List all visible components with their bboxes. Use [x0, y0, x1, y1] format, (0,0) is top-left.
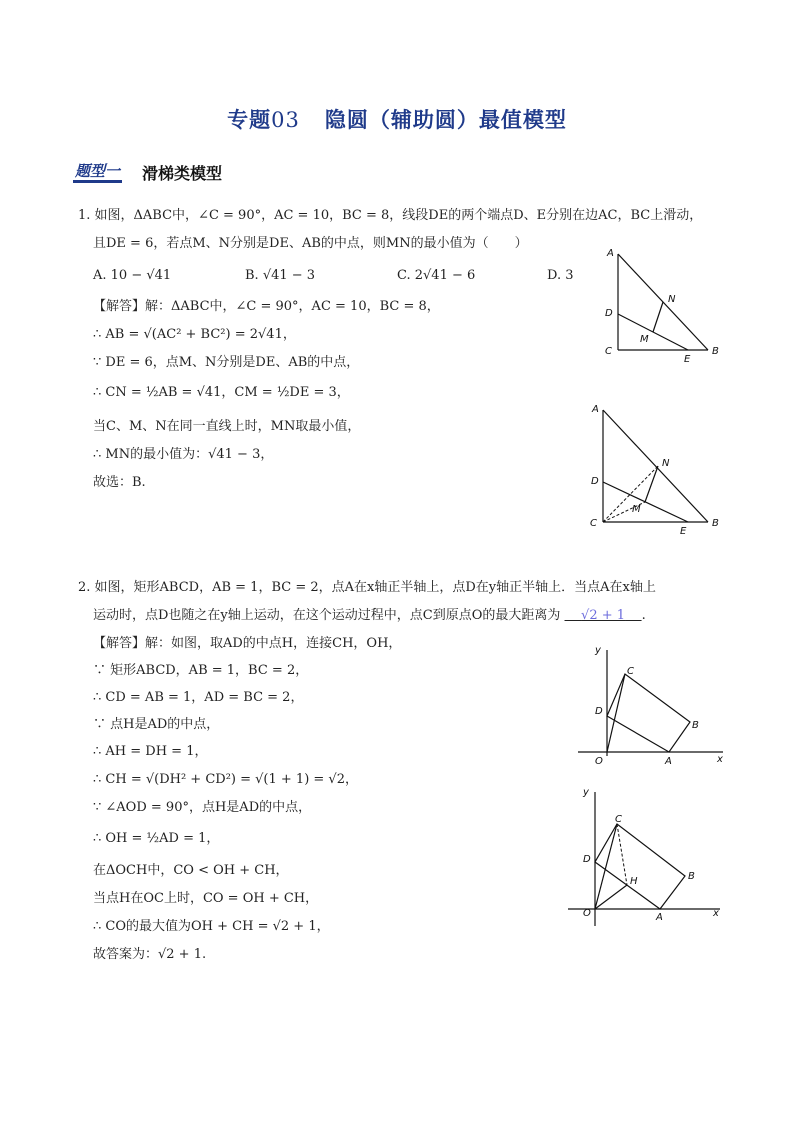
fig-label: C	[627, 666, 634, 677]
fig-label: C	[605, 346, 612, 357]
q2-solution-line: ∵ 点H是AD的中点，	[93, 717, 220, 732]
q2-solution-line: ∴ CH = √(DH² + CD²) = √(1 + 1) = √2，	[93, 772, 358, 787]
q2-figure-2	[565, 784, 735, 932]
fig-label: O	[595, 756, 603, 767]
fig-label: D	[583, 854, 591, 865]
fig-label: H	[630, 876, 638, 887]
fig-label: B	[712, 346, 719, 357]
q2-answer	[565, 608, 642, 623]
fig-label: M	[640, 334, 649, 345]
fig-label: A	[592, 404, 599, 415]
fig-label: E	[684, 354, 691, 365]
q1-figure-2	[588, 400, 728, 540]
fig-label: B	[688, 871, 695, 882]
q2-solution-line: ∴ CO的最大值为OH + CH = √2 + 1，	[93, 919, 330, 934]
fig-label: B	[692, 720, 699, 731]
q2-line-1: 2. 如图，矩形ABCD，AB = 1，BC = 2，点A在x轴正半轴上，点D在y轴正半轴上．当点A在x轴上	[78, 580, 656, 595]
q1-option-a: A. 10 − √41	[93, 268, 172, 283]
q1-solution-line: 【解答】解：ΔABC中，∠C = 90°，AC = 10，BC = 8，	[93, 299, 440, 314]
fig-label: D	[605, 308, 613, 319]
q2-solution-line: ∵ ∠AOD = 90°，点H是AD的中点，	[93, 800, 312, 815]
q1-line-1: 1. 如图，ΔABC中，∠C = 90°，AC = 10，BC = 8，线段DE的两个端点D、E分别在边AC，BC上滑动，	[78, 208, 703, 223]
fig-label: N	[662, 458, 670, 469]
section-tag: 题型一	[73, 162, 122, 183]
q2-answer-value: √2 + 1	[581, 608, 626, 623]
fig-label: A	[607, 248, 614, 259]
fig-label: B	[712, 518, 719, 529]
title-prefix: 专题	[227, 107, 272, 132]
fig-label: A	[656, 912, 663, 923]
fig-label: C	[615, 814, 622, 825]
q1-option-d: D. 3	[547, 268, 574, 283]
q2-figure-1	[575, 640, 735, 775]
fig-label: O	[583, 908, 591, 919]
q1-solution-line: ∴ AB = √(AC² + BC²) = 2√41，	[93, 327, 296, 342]
q2-solution-line: 在ΔOCH中，CO < OH + CH，	[93, 863, 289, 878]
q1-figure-1	[600, 244, 730, 368]
fig-label: x	[713, 908, 719, 919]
q1-option-c: C. 2√41 − 6	[397, 268, 476, 283]
fig-label: D	[595, 706, 603, 717]
q2-solution-line: ∴ CD = AB = 1，AD = BC = 2，	[93, 690, 304, 705]
q1-solution-line: ∴ MN的最小值为：√41 − 3，	[93, 447, 274, 462]
section-header	[73, 160, 222, 184]
q2-line-2: 运动时，点D也随之在y轴上运动，在这个运动过程中，点C到原点O的最大距离为 √2 + 1 .	[93, 608, 646, 623]
title-number: 03	[271, 108, 300, 132]
q2-solution-line: ∴ OH = ½AD = 1，	[93, 831, 220, 846]
q1-solution-line: ∴ CN = ½AB = √41，CM = ½DE = 3，	[93, 385, 350, 400]
fig-label: E	[680, 526, 687, 537]
fig-label: M	[632, 504, 641, 515]
fig-label: y	[595, 645, 601, 656]
title-text: 隐圆（辅助圆）最值模型	[324, 107, 567, 132]
q1-solution-line: 故选：B.	[93, 475, 146, 490]
page-title	[0, 104, 794, 134]
fig-label: x	[717, 754, 723, 765]
q2-solution-line: 当点H在OC上时，CO = OH + CH，	[93, 891, 319, 906]
fig-label: D	[591, 476, 599, 487]
fig-label: N	[668, 294, 676, 305]
q2-solution-line: 故答案为：√2 + 1.	[93, 947, 207, 962]
section-name: 滑梯类模型	[142, 163, 223, 183]
q1-solution-line: 当C、M、N在同一直线上时，MN取最小值，	[93, 419, 361, 434]
fig-label: A	[665, 756, 672, 767]
fig-label: y	[583, 787, 589, 798]
q2-line-2-text: 运动时，点D也随之在y轴上运动，在这个运动过程中，点C到原点O的最大距离为	[93, 608, 561, 623]
q1-line-2: 且DE = 6，若点M、N分别是DE、AB的中点，则MN的最小值为（ ）	[93, 236, 528, 251]
q2-solution-line: ∵ 矩形ABCD，AB = 1，BC = 2，	[93, 663, 309, 678]
q2-solution-line: ∴ AH = DH = 1，	[93, 744, 208, 759]
q1-option-b: B. √41 − 3	[245, 268, 316, 283]
fig-label: C	[590, 518, 597, 529]
q1-solution-line: ∵ DE = 6，点M、N分别是DE、AB的中点，	[93, 355, 360, 370]
q2-solution-line: 【解答】解：如图，取AD的中点H，连接CH，OH，	[93, 636, 402, 651]
